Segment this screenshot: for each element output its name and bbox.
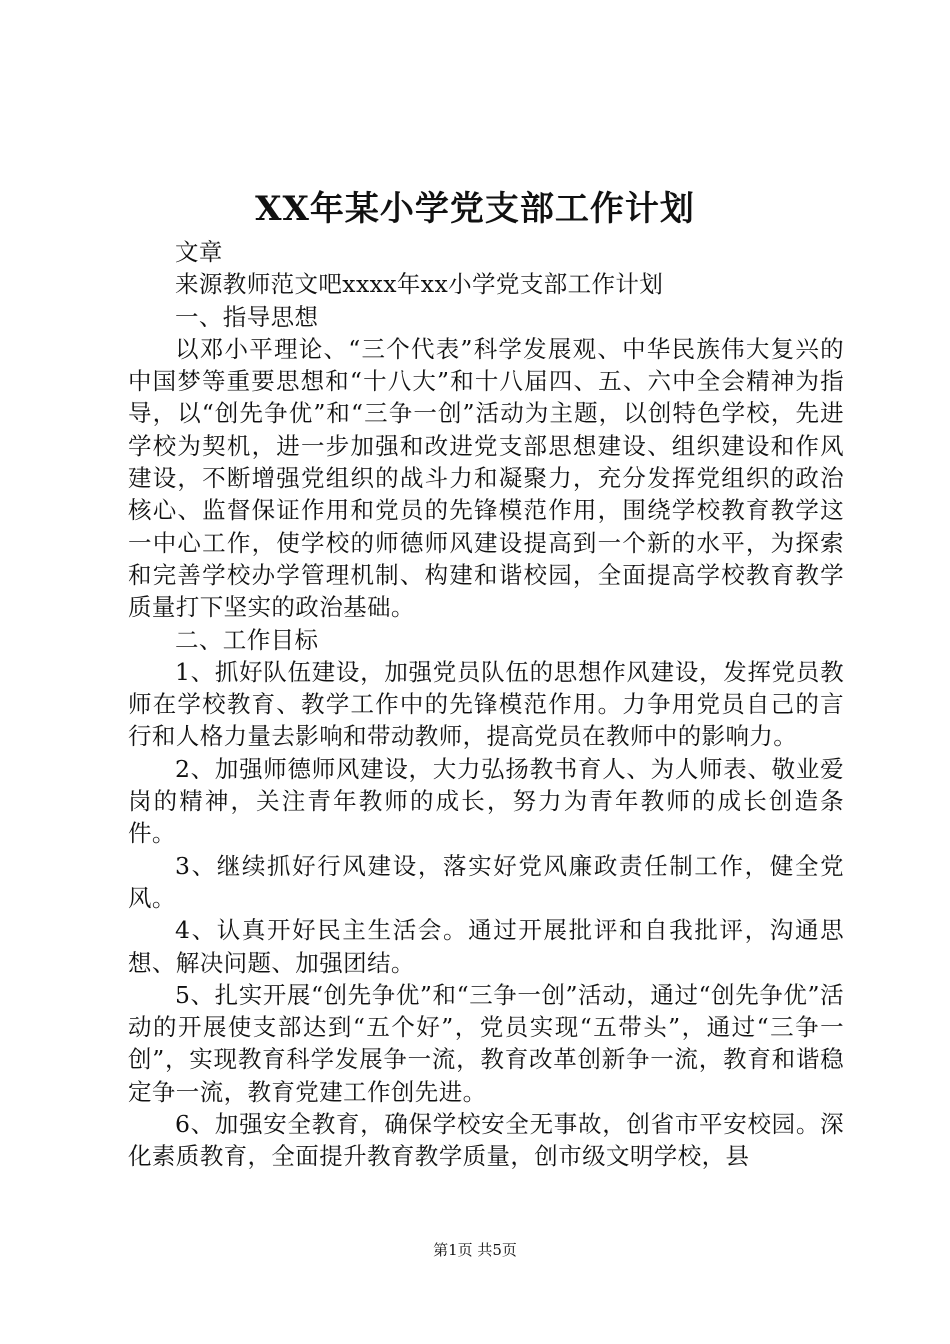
paragraph: 6、加强安全教育，确保学校安全无事故，创省市平安校园。深化素质教育，全面提升教育教学质量，创市级文明学校，县: [128, 1110, 844, 1171]
document-body: [128, 236, 844, 1173]
section-heading: 一、指导思想: [175, 302, 319, 331]
document-title: XX年某小学党支部工作计划: [255, 189, 695, 229]
paragraph: 5、扎实开展“创先争优”和“三争一创”活动，通过“创先争优”活动的开展使支部达到“五个好”，党员实现“五带头”，通过“三争一创”，实现教育科学发展争一流，教育改革创新争一流，教育和谐稳定争一流，教育党建工作创先进。: [128, 980, 844, 1106]
paragraph: 以邓小平理论、“三个代表”科学发展观、中华民族伟大复兴的中国梦等重要思想和“十八大”和十八届四、五、六中全会精神为指导，以“创先争优”和“三争一创”活动为主题，以创特色学校，先进学校为契机，进一步加强和改进党支部思想建设、组织建设和作风建设，不断增强党组织的战斗力和凝聚力，充分发挥党组织的政治核心、监督保证作用和党员的先锋模范作用，围绕学校教育教学这一中心工作，使学校的师德师风建设提高到一个新的水平，为探索和完善学校办学管理机制、构建和谐校园，全面提高学校教育教学质量打下坚实的政治基础。: [128, 334, 844, 622]
paragraph: 来源教师范文吧xxxx年xx小学党支部工作计划: [175, 270, 664, 299]
paragraph: 文章: [175, 238, 223, 266]
page-footer: 第1页 共5页: [433, 1241, 517, 1259]
section-heading: 二、工作目标: [175, 625, 319, 654]
paragraph: 4、认真开好民主生活会。通过开展批评和自我批评，沟通思想、解决问题、加强团结。: [128, 916, 844, 977]
paragraph: 1、抓好队伍建设，加强党员队伍的思想作风建设，发挥党员教师在学校教育、教学工作中的先锋模范作用。力争用党员自己的言行和人格力量去影响和带动教师，提高党员在教师中的影响力。: [128, 657, 844, 751]
paragraph: 2、加强师德师风建设，大力弘扬教书育人、为人师表、敬业爱岗的精神，关注青年教师的成长，努力为青年教师的成长创造条件。: [128, 754, 844, 848]
paragraph: 3、继续抓好行风建设，落实好党风廉政责任制工作，健全党风。: [128, 851, 844, 912]
